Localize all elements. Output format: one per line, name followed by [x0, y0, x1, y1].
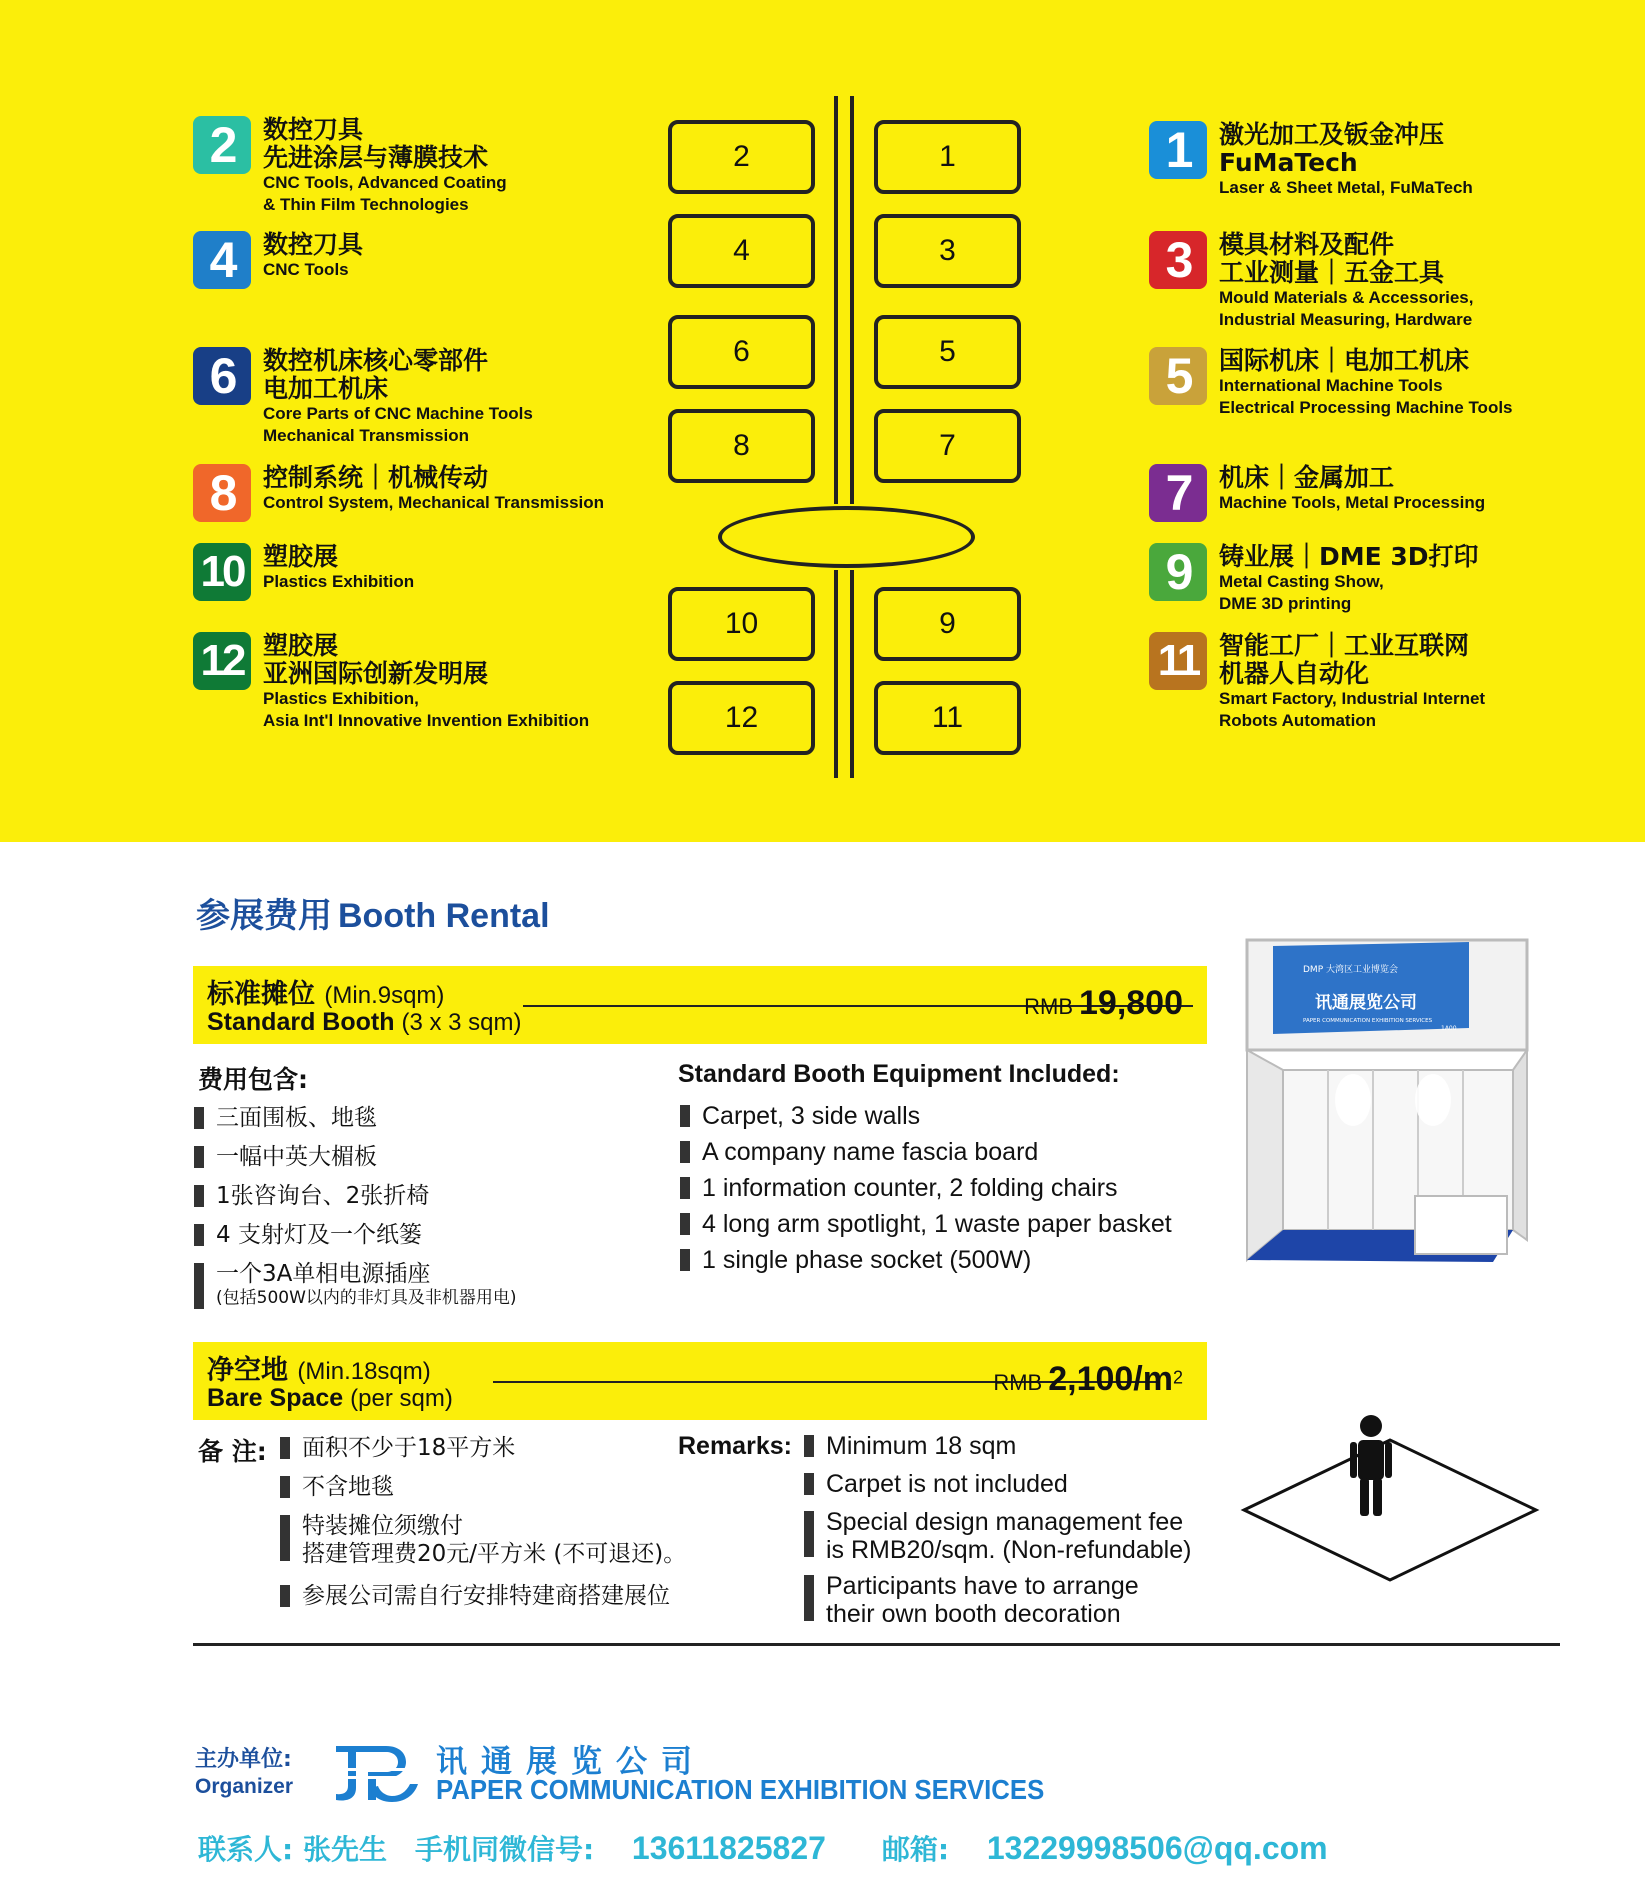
hall-10-legend — [193, 543, 414, 601]
hall-3-legend — [1149, 231, 1473, 331]
includes-cn-item: 三面围板、地毯 — [194, 1104, 377, 1132]
hall-2-cn-2: 先进涂层与薄膜技术 — [263, 143, 489, 172]
hall-5-en-1: International Machine Tools — [1219, 376, 1443, 395]
organizer-label — [195, 1742, 293, 1799]
hall-12-en-1: Plastics Exhibition, — [263, 689, 419, 708]
remarks-en-item: Minimum 18 sqm — [804, 1432, 1016, 1460]
hall-11-en-2: Robots Automation — [1219, 711, 1377, 730]
center-plaza — [718, 506, 975, 568]
includes-cn-note: (包括500W以内的非灯具及非机器用电) — [216, 1288, 517, 1308]
hall-2-en-1: CNC Tools, Advanced Coating — [263, 173, 507, 192]
map-box-12: 12 — [668, 681, 815, 755]
includes-en-item: 1 single phase socket (500W) — [680, 1246, 1031, 1274]
hall-3-cn-2: 工业测量｜五金工具 — [1219, 258, 1445, 287]
hall-7-legend — [1149, 464, 1485, 522]
hall-2-cn-1: 数控刀具 — [263, 115, 364, 144]
hall-3-en-1: Mould Materials & Accessories, — [1219, 288, 1474, 307]
booth-rental-title-en: Booth Rental — [338, 897, 550, 935]
hall-3-en-2: Industrial Measuring, Hardware — [1219, 310, 1473, 329]
hall-11-cn-2: 机器人自动化 — [1219, 659, 1370, 688]
contact-line — [198, 1828, 1384, 1868]
hall-10-cn-1: 塑胶展 — [263, 542, 339, 571]
hall-8-en-1: Control System, Mechanical Transmission — [263, 493, 605, 512]
hall-9-badge: 9 — [1149, 543, 1207, 601]
organizer-logo-icon — [330, 1738, 420, 1804]
map-box-6: 6 — [668, 315, 815, 389]
bare-space-unit: (per sqm) — [350, 1385, 453, 1412]
remarks-en-item: Special design management fee is RMB20/sqm. (Non-refundable) — [804, 1508, 1191, 1564]
includes-cn-item: 一个3A单相电源插座 (包括500W以内的非灯具及非机器用电) — [194, 1260, 517, 1309]
hall-12-badge: 12 — [193, 632, 251, 690]
remarks-en-title: Remarks: — [678, 1432, 792, 1460]
hall-9-cn-1: 铸业展｜DME 3D打印 — [1219, 542, 1479, 571]
hall-12-en-2: Asia Int'l Innovative Invention Exhibition — [263, 711, 590, 730]
hall-1-en-1: Laser & Sheet Metal, FuMaTech — [1219, 178, 1473, 197]
bare-space-figure — [1240, 1410, 1540, 1590]
map-box-10: 10 — [668, 587, 815, 661]
contact-phone-label: 手机同微信号: — [414, 1833, 595, 1866]
booth-rental-title — [196, 888, 550, 937]
hall-2-en-2: & Thin Film Technologies — [263, 195, 469, 214]
remarks-cn-item: 面积不少于18平方米 — [280, 1434, 515, 1462]
contact-phone: 13611825827 — [631, 1830, 826, 1866]
contact-person: 联系人: 张先生 — [198, 1833, 387, 1866]
hall-6-en-1: Core Parts of CNC Machine Tools — [263, 404, 533, 423]
hall-6-badge: 6 — [193, 347, 251, 405]
hall-5-legend — [1149, 347, 1513, 419]
standard-booth-image — [1233, 930, 1539, 1275]
map-box-1: 1 — [874, 120, 1021, 194]
hall-5-badge: 5 — [1149, 347, 1207, 405]
standard-booth-price — [1024, 984, 1183, 1023]
organizer-name-cn: 讯通展览公司 — [436, 1744, 706, 1780]
hall-11-cn-1: 智能工厂｜工业互联网 — [1219, 631, 1470, 660]
hall-3-cn-1: 模具材料及配件 — [1219, 230, 1395, 259]
bare-space-currency: RMB — [993, 1370, 1043, 1395]
booth-fascia-top: DMP 大湾区工业博览会 — [1303, 965, 1398, 975]
organizer-label-cn: 主办单位: — [195, 1747, 292, 1772]
hall-5-en-2: Electrical Processing Machine Tools — [1219, 398, 1513, 417]
standard-booth-en: Standard Booth — [207, 1008, 395, 1036]
hall-8-badge: 8 — [193, 464, 251, 522]
hall-1-cn-1: 激光加工及钣金冲压 — [1219, 120, 1445, 149]
hall-map-section — [0, 0, 1645, 842]
remarks-en-item: Participants have to arrange their own booth decoration — [804, 1572, 1139, 1628]
hall-11-badge: 11 — [1149, 632, 1207, 690]
bare-space-price — [993, 1360, 1183, 1399]
remarks-cn-item: 特装摊位须缴付 搭建管理费20元/平方米 (不可退还)。 — [280, 1512, 686, 1568]
standard-booth-cn: 标准摊位 — [207, 979, 315, 1010]
center-aisle-lower — [834, 570, 854, 778]
map-box-7: 7 — [874, 409, 1021, 483]
hall-11-en-1: Smart Factory, Industrial Internet — [1219, 689, 1486, 708]
hall-3-badge: 3 — [1149, 231, 1207, 289]
includes-en-item: 1 information counter, 2 folding chairs — [680, 1174, 1118, 1202]
hall-7-badge: 7 — [1149, 464, 1207, 522]
center-aisle-upper — [834, 96, 854, 504]
hall-2-legend — [193, 116, 507, 216]
organizer-name-en: PAPER COMMUNICATION EXHIBITION SERVICES — [436, 1774, 1045, 1805]
hall-1-badge: 1 — [1149, 121, 1207, 179]
standard-booth-currency: RMB — [1024, 994, 1073, 1019]
hall-10-en-1: Plastics Exhibition — [263, 572, 415, 591]
map-box-8: 8 — [668, 409, 815, 483]
map-box-9: 9 — [874, 587, 1021, 661]
bare-space-amount: 2,100/m — [1048, 1360, 1173, 1398]
hall-12-cn-2: 亚洲国际创新发明展 — [263, 659, 489, 688]
hall-7-en-1: Machine Tools, Metal Processing — [1219, 493, 1486, 512]
hall-4-badge: 4 — [193, 231, 251, 289]
includes-en-item: Carpet, 3 side walls — [680, 1102, 920, 1130]
hall-4-en-1: CNC Tools — [263, 260, 349, 279]
remarks-cn-item: 参展公司需自行安排特建商搭建展位 — [280, 1582, 670, 1610]
map-box-11: 11 — [874, 681, 1021, 755]
hall-4-legend — [193, 231, 363, 289]
includes-cn-item: 1张咨询台、2张折椅 — [194, 1182, 429, 1210]
contact-email-label: 邮箱: — [881, 1833, 950, 1866]
hall-6-en-2: Mechanical Transmission — [263, 426, 469, 445]
hall-9-en-1: Metal Casting Show, — [1219, 572, 1384, 591]
map-box-2: 2 — [668, 120, 815, 194]
hall-6-legend — [193, 347, 533, 447]
hall-6-cn-1: 数控机床核心零部件 — [263, 346, 489, 375]
hall-1-cn-2: FuMaTech — [1219, 148, 1358, 177]
hall-8-cn-1: 控制系统｜机械传动 — [263, 463, 489, 492]
booth-fascia-cn: 讯通展览公司 — [1315, 993, 1417, 1013]
booth-fascia-en: PAPER COMMUNICATION EXHIBITION SERVICES — [1303, 1018, 1433, 1024]
includes-en-item: A company name fascia board — [680, 1138, 1038, 1166]
remarks-en-item: Carpet is not included — [804, 1470, 1068, 1498]
standard-booth-band — [193, 966, 1207, 1044]
standard-booth-min: (Min.9sqm) — [324, 982, 445, 1009]
hall-12-legend — [193, 632, 589, 732]
remarks-cn-title: 备 注: — [198, 1437, 267, 1466]
map-box-5: 5 — [874, 315, 1021, 389]
includes-cn-item: 一幅中英大楣板 — [194, 1143, 377, 1171]
remarks-cn-item: 不含地毯 — [280, 1473, 394, 1501]
hall-9-legend — [1149, 543, 1479, 615]
hall-4-cn-1: 数控刀具 — [263, 230, 364, 259]
includes-en-item: 4 long arm spotlight, 1 waste paper basket — [680, 1210, 1172, 1238]
bare-space-min: (Min.18sqm) — [297, 1358, 431, 1385]
booth-rental-title-cn: 参展费用 — [196, 896, 332, 936]
hall-8-legend — [193, 464, 604, 522]
hall-5-cn-1: 国际机床｜电加工机床 — [1219, 346, 1470, 375]
hall-7-cn-1: 机床｜金属加工 — [1219, 463, 1395, 492]
hall-12-cn-1: 塑胶展 — [263, 631, 339, 660]
map-box-4: 4 — [668, 214, 815, 288]
includes-cn-item: 4 支射灯及一个纸篓 — [194, 1221, 422, 1249]
map-box-3: 3 — [874, 214, 1021, 288]
hall-1-legend — [1149, 121, 1473, 199]
hall-10-badge: 10 — [193, 543, 251, 601]
standard-booth-amount: 19,800 — [1079, 984, 1183, 1022]
bare-space-sup: 2 — [1172, 1367, 1183, 1388]
hall-11-legend — [1149, 632, 1485, 732]
hall-2-badge: 2 — [193, 116, 251, 174]
includes-en-title: Standard Booth Equipment Included: — [678, 1060, 1120, 1088]
booth-fascia-code: 1A00 — [1441, 1025, 1457, 1032]
includes-cn-title: 费用包含: — [198, 1065, 308, 1094]
organizer-label-en: Organizer — [195, 1775, 294, 1798]
bare-space-band — [193, 1342, 1207, 1420]
bare-space-en: Bare Space — [207, 1384, 344, 1412]
hall-6-cn-2: 电加工机床 — [263, 374, 389, 403]
contact-email: 13229998506@qq.com — [986, 1830, 1328, 1866]
section-divider — [193, 1643, 1560, 1646]
standard-booth-size: (3 x 3 sqm) — [401, 1009, 522, 1036]
hall-9-en-2: DME 3D printing — [1219, 594, 1352, 613]
bare-space-cn: 净空地 — [207, 1355, 288, 1386]
